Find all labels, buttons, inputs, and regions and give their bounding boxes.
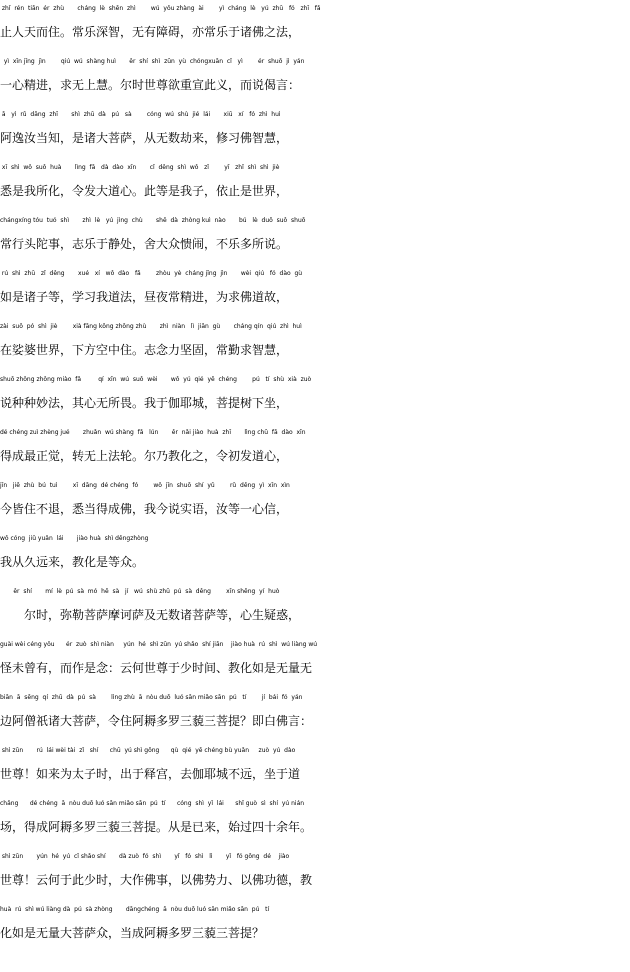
pinyin-row: chǎng dé chéng ā nòu duō luó sān miǎo sān pú tí cóng shì yǐ lái shǐ guò sì shí yú nián: [0, 800, 305, 807]
verse-line-2: [0, 53, 630, 106]
hanzi-row: 今皆住不退，悉当得成佛，我今说实语，汝等一心信，: [0, 502, 289, 516]
prose-line-2: [0, 636, 630, 689]
pinyin-row: shì zūn yún hé yú cǐ shǎo shí dà zuò fó shì yǐ fó shì lì yǐ fó gōng dé jiào: [0, 853, 290, 860]
verse-line-5: [0, 212, 630, 265]
pinyin-row: zhǐ rén tiān ér zhù cháng lè shēn zhì wú yǒu zhàng ài yì cháng lè yú zhū fó zhī fǎ: [0, 5, 321, 12]
hanzi-row: 边阿僧祇诸大菩萨，令住阿耨多罗三藐三菩提？即白佛言：: [0, 714, 313, 728]
hanzi-row: 我从久远来，教化是等众。: [0, 555, 145, 569]
prose-line-7: [0, 901, 630, 954]
verse-line-7: [0, 318, 630, 371]
pinyin-row: huà rú shì wú liàng dà pú sà zhòng dāngchéng ā nòu duō luó sān miǎo sān pú tí: [0, 906, 270, 913]
hanzi-row: 在娑婆世界，下方空中住。志念力坚固，常勤求智慧，: [0, 343, 289, 357]
hanzi-row: 一心精进，求无上慧。尔时世尊欲重宣此义，而说偈言：: [0, 78, 301, 92]
hanzi-row: 说种种妙法，其心无所畏。我于伽耶城，菩提树下坐，: [0, 396, 289, 410]
hanzi-row: 止人天而住。常乐深智，无有障碍，亦常乐于诸佛之法，: [0, 25, 301, 39]
hanzi-row: 怪未曾有，而作是念：云何世尊于少时间、教化如是无量无: [0, 661, 313, 675]
prose-line-1: [0, 583, 630, 636]
pinyin-row: ěr shí mí lè pú sà mó hē sà jí wú shù zhū pú sà děng xīn shēng yí huò: [0, 588, 280, 595]
pinyin-row: yì xīn jīng jìn qiú wú shàng huì ěr shí shì zūn yù chóngxuān cǐ yì ér shuō jì yán: [0, 58, 305, 65]
pinyin-row: dé chéng zuì zhèng jué zhuǎn wú shàng fǎ lún ěr nǎi jiào huà zhī lìng chū fā dào xīn: [0, 429, 306, 436]
prose-line-3: [0, 689, 630, 742]
hanzi-row: 阿逸汝当知，是诸大菩萨，从无数劫来，修习佛智慧，: [0, 131, 289, 145]
prose-line-4: [0, 742, 630, 795]
pinyin-row: wǒ cóng jiǔ yuǎn lái jiào huà shì děngzhòng: [0, 535, 149, 542]
verse-line-6: [0, 265, 630, 318]
verse-line-4: [0, 159, 630, 212]
pinyin-row: xī shì wǒ suǒ huà lìng fā dà dào xīn cǐ děng shì wǒ zǐ yī zhǐ shì shì jiè: [0, 164, 280, 171]
prose-line-6: [0, 848, 630, 901]
pinyin-row: chángxíng tóu tuó shì zhì lè yú jìng chù shě dà zhòng kuì nào bú lè duō suǒ shuō: [0, 217, 306, 224]
pinyin-row: shuō zhǒng zhǒng miào fǎ qí xīn wú suǒ wèi wǒ yú qié yē chéng pú tí shù xià zuò: [0, 376, 312, 383]
hanzi-row: 世尊！云何于此少时，大作佛事，以佛势力、以佛功德，教: [0, 873, 313, 887]
verse-line-9: [0, 424, 630, 477]
hanzi-row: 化如是无量大菩萨众，当成阿耨多罗三藐三菩提？: [0, 926, 265, 940]
hanzi-row: 世尊！如来为太子时，出于释宫，去伽耶城不远，坐于道: [0, 767, 301, 781]
pinyin-row: ā yì rǔ dāng zhī shì zhū dà pú sà cóng wú shù jié lái xiū xí fó zhì huì: [0, 111, 281, 118]
pinyin-row: shì zūn rú lái wèi tài zǐ shí chū yú shì gōng qù qié yē chéng bù yuǎn zuò yú dào: [0, 747, 296, 754]
prose-line-5: [0, 795, 630, 848]
hanzi-row: 场，得成阿耨多罗三藐三菩提。从是已来，始过四十余年。: [0, 820, 313, 834]
hanzi-row: 常行头陀事，志乐于静处，舍大众愦闹，不乐多所说。: [0, 237, 289, 251]
pinyin-row: biān ā sēng qí zhū dà pú sà lìng zhù ā nòu duō luó sān miǎo sān pú tí jí bái fó yán: [0, 694, 303, 701]
hanzi-row: 得成最正觉，转无上法轮。尔乃教化之，令初发道心，: [0, 449, 289, 463]
hanzi-row: 如是诸子等，学习我道法，昼夜常精进，为求佛道故，: [0, 290, 289, 304]
pinyin-row: rú shì zhū zǐ děng xué xí wǒ dào fǎ zhòu yè cháng jīng jìn wèi qiú fó dào gù: [0, 270, 303, 277]
hanzi-row: 尔时，弥勒菩萨摩诃萨及无数诸菩萨等，心生疑惑，: [0, 608, 301, 622]
hanzi-row: 悉是我所化，令发大道心。此等是我子，依止是世界，: [0, 184, 289, 198]
verse-line-10: [0, 477, 630, 530]
pinyin-row: guài wèi céng yǒu ér zuò shì niàn yún hé shì zūn yú shǎo shí jiān jiào huà rú shì wú liàng wú: [0, 641, 318, 648]
verse-line-11: [0, 530, 630, 583]
pinyin-row: zài suō pó shì jiè xià fāng kōng zhōng zhù zhì niàn lì jiān gù cháng qín qiú zhì huì: [0, 323, 302, 330]
verse-line-3: [0, 106, 630, 159]
verse-line-1: [0, 0, 630, 53]
pinyin-row: jīn jiē zhù bú tuì xī dāng dé chéng fó wǒ jīn shuō shí yǔ rǔ děng yì xīn xìn: [0, 482, 290, 489]
verse-line-8: [0, 371, 630, 424]
